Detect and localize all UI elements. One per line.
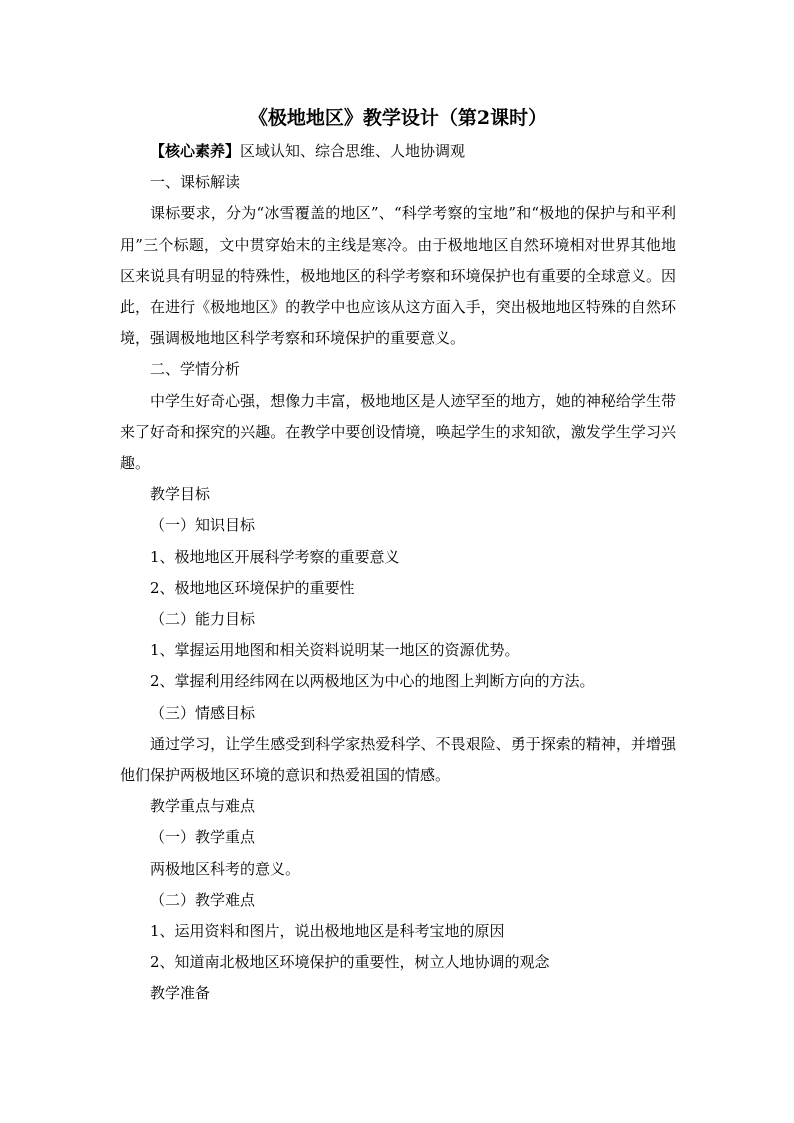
core-literacy-text: 区域认知、综合思维、人地协调观	[240, 142, 466, 160]
section-heading-teaching-goals: 教学目标	[150, 485, 211, 504]
subheading-key-points: （一）教学重点	[150, 828, 256, 847]
learner-analysis-paragraph: 中学生好奇心强，想像力丰富，极地地区是人迹罕至的地方，她的神秘给学生带来了好奇和探究的兴趣。在教学中要创设情境，唤起学生的求知欲，激发学生学习兴趣。	[120, 391, 676, 473]
section-heading-learner-analysis: 二、学情分析	[150, 360, 241, 379]
document-content	[120, 100, 676, 1010]
section-heading-key-difficult-points: 教学重点与难点	[150, 797, 256, 816]
section-heading-curriculum: 一、课标解读	[150, 173, 241, 192]
knowledge-goal-item: 2、极地地区环境保护的重要性	[150, 578, 355, 597]
curriculum-paragraph: 课标要求，分为“冰雪覆盖的地区”、“科学考察的宝地”和“极地的保护与和平利用”三个标题，文中贯穿始末的主线是寒冷。由于极地地区自然环境相对世界其他地区来说具有明显的特殊性，极地地区的科学考察和环境保护也有重要的全球意义。因此，在进行《极地地区》的教学中也应该从这方面入手，突出极地地区特殊的自然环境，强调极地地区科学考察和环境保护的重要意义。	[120, 204, 676, 348]
document-title: 《极地地区》教学设计（第2课时）	[248, 107, 548, 129]
subheading-ability-goals: （二）能力目标	[150, 610, 256, 629]
section-heading-teaching-preparation: 教学准备	[150, 984, 211, 1003]
subheading-difficult-points: （二）教学难点	[150, 890, 256, 909]
difficult-point-item: 2、知道南北极地区环境保护的重要性，树立人地协调的观念	[150, 953, 550, 972]
subheading-emotion-goals: （三）情感目标	[150, 703, 256, 722]
ability-goal-item: 1、掌握运用地图和相关资料说明某一地区的资源优势。	[150, 641, 520, 660]
subheading-knowledge-goals: （一）知识目标	[150, 516, 256, 535]
key-point-text: 两极地区科考的意义。	[150, 859, 301, 878]
core-literacy-label: 【核心素养】	[150, 142, 241, 160]
emotion-goal-paragraph: 通过学习，让学生感受到科学家热爱科学、不畏艰险、勇于探索的精神，并增强他们保护两极地区环境的意识和热爱祖国的情感。	[120, 734, 676, 785]
ability-goal-item: 2、掌握利用经纬网在以两极地区为中心的地图上判断方向的方法。	[150, 672, 595, 691]
difficult-point-item: 1、运用资料和图片，说出极地地区是科考宝地的原因	[150, 922, 505, 941]
core-literacy-line	[120, 136, 676, 167]
knowledge-goal-item: 1、极地地区开展科学考察的重要意义	[150, 547, 400, 566]
